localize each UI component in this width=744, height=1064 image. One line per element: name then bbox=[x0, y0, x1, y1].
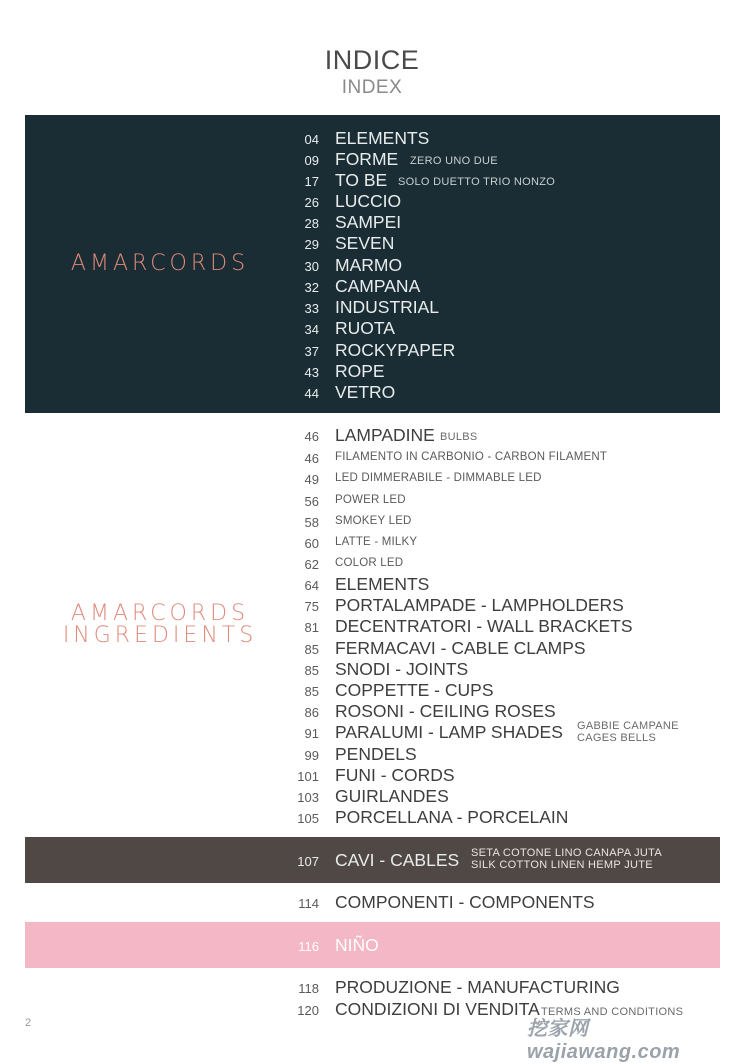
page-ref: 58 bbox=[304, 515, 319, 530]
page-ref: 118 bbox=[298, 981, 319, 996]
item-title: FERMACAVI - CABLE CLAMPS bbox=[335, 638, 586, 658]
cables-subtitle bbox=[471, 847, 662, 871]
item-title: PORCELLANA - PORCELAIN bbox=[335, 807, 569, 827]
page-title: INDICE bbox=[324, 45, 420, 75]
page-ref: 101 bbox=[297, 769, 319, 784]
page-ref: 91 bbox=[304, 726, 319, 741]
section-label-ingredients-line2: INGREDIENTS bbox=[62, 623, 258, 648]
item-title: CAVI - CABLES bbox=[335, 850, 460, 870]
item-title: ROPE bbox=[335, 361, 385, 381]
item-title: LAMPADINE bbox=[335, 425, 435, 445]
paralumi-subtitle bbox=[577, 720, 679, 744]
page-ref: 107 bbox=[297, 854, 319, 869]
page-ref: 37 bbox=[304, 344, 319, 359]
item-title: FORME bbox=[335, 149, 399, 169]
page-ref: 120 bbox=[297, 1003, 319, 1018]
item-title: PORTALAMPADE - LAMPHOLDERS bbox=[335, 595, 624, 615]
item-title: MARMO bbox=[335, 255, 403, 275]
item-subtitle: ZERO UNO DUE bbox=[410, 155, 498, 167]
section-label-amarcords: AMARCORDS bbox=[70, 251, 250, 276]
page-ref: 46 bbox=[304, 451, 319, 466]
item-title: COLOR LED bbox=[335, 557, 404, 569]
item-subtitle: SOLO DUETTO TRIO NONZO bbox=[398, 176, 556, 188]
page-ref: 85 bbox=[304, 663, 319, 678]
page-ref: 30 bbox=[304, 259, 319, 274]
page-ref: 99 bbox=[304, 748, 319, 763]
cables-subtitle-en: SILK COTTON LINEN HEMP JUTE bbox=[471, 859, 653, 871]
item-title: COPPETTE - CUPS bbox=[335, 680, 494, 700]
page-ref: 04 bbox=[304, 132, 319, 147]
item-title: DECENTRATORI - WALL BRACKETS bbox=[335, 616, 633, 636]
paralumi-subtitle-en: CAGES BELLS bbox=[577, 732, 657, 744]
item-title: CONDIZIONI DI VENDITA bbox=[335, 999, 540, 1019]
page-ref: 114 bbox=[298, 896, 319, 911]
item-title: TO BE bbox=[335, 170, 388, 190]
page-ref: 44 bbox=[304, 386, 319, 401]
page-ref: 75 bbox=[304, 599, 319, 614]
item-title: ELEMENTS bbox=[335, 128, 430, 148]
page-ref: 81 bbox=[304, 620, 319, 635]
page-ref: 34 bbox=[304, 322, 319, 337]
page-ref: 29 bbox=[304, 237, 319, 252]
item-title: SNODI - JOINTS bbox=[335, 659, 469, 679]
item-title: FILAMENTO IN CARBONIO - CARBON FILAMENT bbox=[335, 451, 608, 463]
page-ref: 64 bbox=[304, 578, 319, 593]
item-title: PRODUZIONE - MANUFACTURING bbox=[335, 977, 620, 997]
item-title: PARALUMI - LAMP SHADES bbox=[335, 722, 563, 742]
item-subtitle: BULBS bbox=[440, 431, 478, 443]
item-title: CAMPANA bbox=[335, 276, 421, 296]
item-title: LATTE - MILKY bbox=[335, 536, 418, 548]
item-title: SMOKEY LED bbox=[335, 515, 412, 527]
item-title: SEVEN bbox=[335, 233, 395, 253]
item-subtitle: TERMS AND CONDITIONS bbox=[541, 1006, 684, 1018]
item-title: LUCCIO bbox=[335, 191, 402, 211]
page-ref: 60 bbox=[304, 536, 319, 551]
item-title: COMPONENTI - COMPONENTS bbox=[335, 892, 595, 912]
item-title: INDUSTRIAL bbox=[335, 297, 440, 317]
item-title: PENDELS bbox=[335, 744, 417, 764]
page-ref: 105 bbox=[297, 811, 319, 826]
page-ref: 85 bbox=[304, 684, 319, 699]
page-ref: 103 bbox=[297, 790, 319, 805]
item-title: ROSONI - CEILING ROSES bbox=[335, 701, 556, 721]
item-title: SAMPEI bbox=[335, 212, 402, 232]
page-ref: 43 bbox=[304, 365, 319, 380]
page-ref: 86 bbox=[304, 705, 319, 720]
page-ref: 26 bbox=[304, 195, 319, 210]
item-title: POWER LED bbox=[335, 494, 406, 506]
page-ref: 62 bbox=[304, 557, 319, 572]
item-title: LED DIMMERABILE - DIMMABLE LED bbox=[335, 472, 542, 484]
page-ref: 49 bbox=[304, 472, 319, 487]
page-ref: 32 bbox=[304, 280, 319, 295]
watermark: 挖家网 wajiawang.com bbox=[527, 1018, 681, 1063]
page-ref: 28 bbox=[304, 216, 319, 231]
item-title: ELEMENTS bbox=[335, 574, 430, 594]
paralumi-subtitle-it: GABBIE CAMPANE bbox=[577, 720, 679, 732]
page-number: 2 bbox=[25, 1017, 32, 1029]
item-title: NIÑO bbox=[335, 935, 379, 955]
section-label-ingredients-line1: AMARCORDS bbox=[70, 601, 250, 626]
page-ref: 17 bbox=[304, 174, 319, 189]
cables-subtitle-it: SETA COTONE LINO CANAPA JUTA bbox=[471, 847, 662, 859]
page-ref: 85 bbox=[304, 642, 319, 657]
item-title: GUIRLANDES bbox=[335, 786, 449, 806]
page-ref: 46 bbox=[304, 429, 319, 444]
page-ref: 116 bbox=[298, 939, 319, 954]
page-ref: 09 bbox=[304, 153, 319, 168]
item-title: FUNI - CORDS bbox=[335, 765, 455, 785]
page-subtitle: INDEX bbox=[341, 77, 403, 98]
item-title: RUOTA bbox=[335, 318, 395, 338]
page-ref: 56 bbox=[304, 494, 319, 509]
page-ref: 33 bbox=[304, 301, 319, 316]
item-title: ROCKYPAPER bbox=[335, 340, 456, 360]
item-title: VETRO bbox=[335, 382, 396, 402]
